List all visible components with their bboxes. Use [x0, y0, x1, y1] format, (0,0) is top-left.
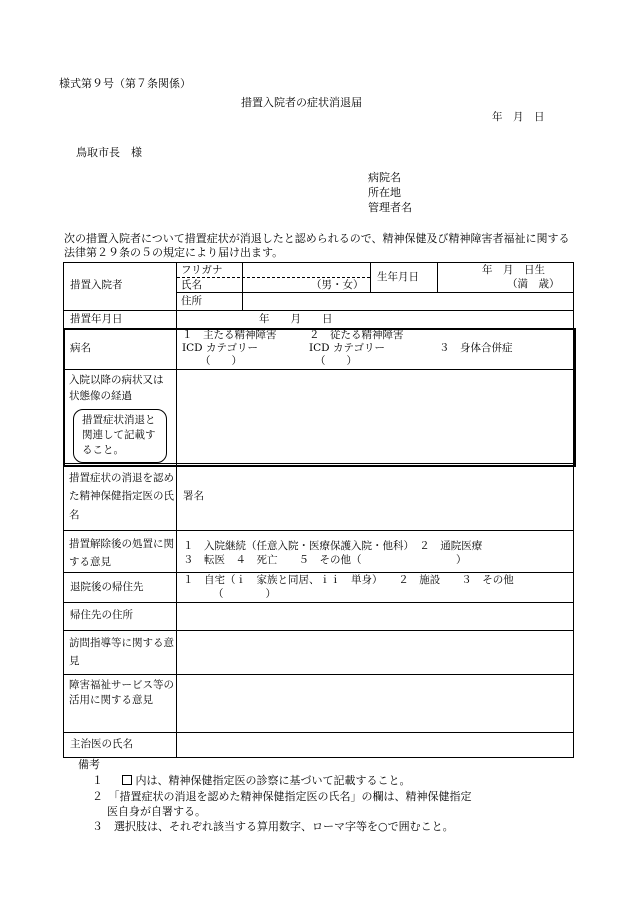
form-id: 様式第９号（第７条関係） [59, 77, 191, 90]
physical-complication: ３ 身体合併症 [439, 342, 513, 354]
sub-disorder: ２ 従たる精神障害 [309, 329, 404, 341]
main-disorder: １ 主たる精神障害 [182, 329, 277, 341]
age-value: （満 歳） [507, 278, 560, 290]
return-line2: （ ） [213, 588, 276, 600]
checkbox-square-icon [122, 775, 132, 785]
sex-choice: （男・女） [311, 279, 364, 291]
name-label: 氏名 [181, 279, 202, 291]
remark-3: ３ 選択肢は、それぞれ該当する算用数字、ローマ字等を○で囲むこと。 [92, 820, 454, 833]
disposition-label: 措置解除後の処置に関する意見 [69, 538, 174, 569]
patient-label: 措置入院者 [70, 279, 123, 291]
statement: 次の措置入院者について措置症状が消退したと認められるので、精神保健及び精神障害者福祉に関する法律第２９条の５の規定により届け出ます。 [64, 232, 570, 260]
remark-1-text: 内は、精神保健指定医の診察に基づいて記載すること。 [135, 774, 411, 787]
course-label: 入院以降の病状又は状態像の経過 [69, 374, 164, 403]
icd-paren-2: （ ） [315, 355, 357, 367]
birth-label: 生年月日 [377, 271, 419, 283]
disease-label: 病名 [70, 342, 91, 354]
form-table [63, 262, 574, 757]
hospital-manager-label: 管理者名 [368, 201, 412, 214]
welfare-service-label: 障害福祉サービス等の活用に関する意見 [69, 679, 174, 706]
icd-category-2: ICD カテゴリー [309, 342, 386, 354]
remark-2b: 医自身が自署する。 [107, 805, 206, 818]
course-note-box [73, 409, 167, 463]
signature-label: 署名 [183, 490, 204, 502]
icd-category-1: ICD カテゴリー [182, 342, 259, 354]
physician-label: 措置症状の消退を認めた精神保健指定医の氏名 [69, 472, 174, 521]
return-label: 退院後の帰住先 [70, 581, 144, 593]
admission-date-value: 年 月 日 [259, 313, 333, 325]
visit-guidance-label: 訪問指導等に関する意見 [69, 637, 174, 668]
address-label: 住所 [181, 295, 202, 307]
furigana-label: フリガナ [181, 264, 223, 276]
birth-value: 年 月 日生 [482, 264, 545, 276]
hospital-address-label: 所在地 [368, 186, 401, 199]
disposition-line1: １ 入院継続（任意入院・医療保護入院・他科） ２ 通院医療 [183, 540, 483, 552]
course-note: 措置症状消退と関連して記載すること。 [82, 414, 156, 457]
remark-1 [92, 774, 411, 788]
submission-date: 年 月 日 [492, 111, 545, 123]
admission-date-label: 措置年月日 [70, 313, 123, 325]
remark-2a: ２ 「措置症状の消退を認めた精神保健指定医の氏名」の欄は、精神保健指定 [92, 790, 472, 803]
disposition-line2: ３ 転医 ４ 死亡 ５ その他（ ） [183, 554, 467, 566]
return-address-label: 帰住先の住所 [70, 609, 133, 621]
remarks-title: 備考 [78, 758, 100, 771]
hospital-name-label: 病院名 [368, 171, 401, 184]
addressee: 鳥取市長 様 [76, 146, 142, 159]
attending-doctor-label: 主治医の氏名 [70, 738, 133, 750]
document-title: 措置入院者の症状消退届 [241, 96, 362, 109]
icd-paren-1: （ ） [200, 355, 242, 367]
return-line1: １ 自宅（ｉ 家族と同居、ｉｉ 単身） ２ 施設 ３ その他 [183, 574, 514, 586]
remark-1-number: １ [92, 774, 103, 787]
